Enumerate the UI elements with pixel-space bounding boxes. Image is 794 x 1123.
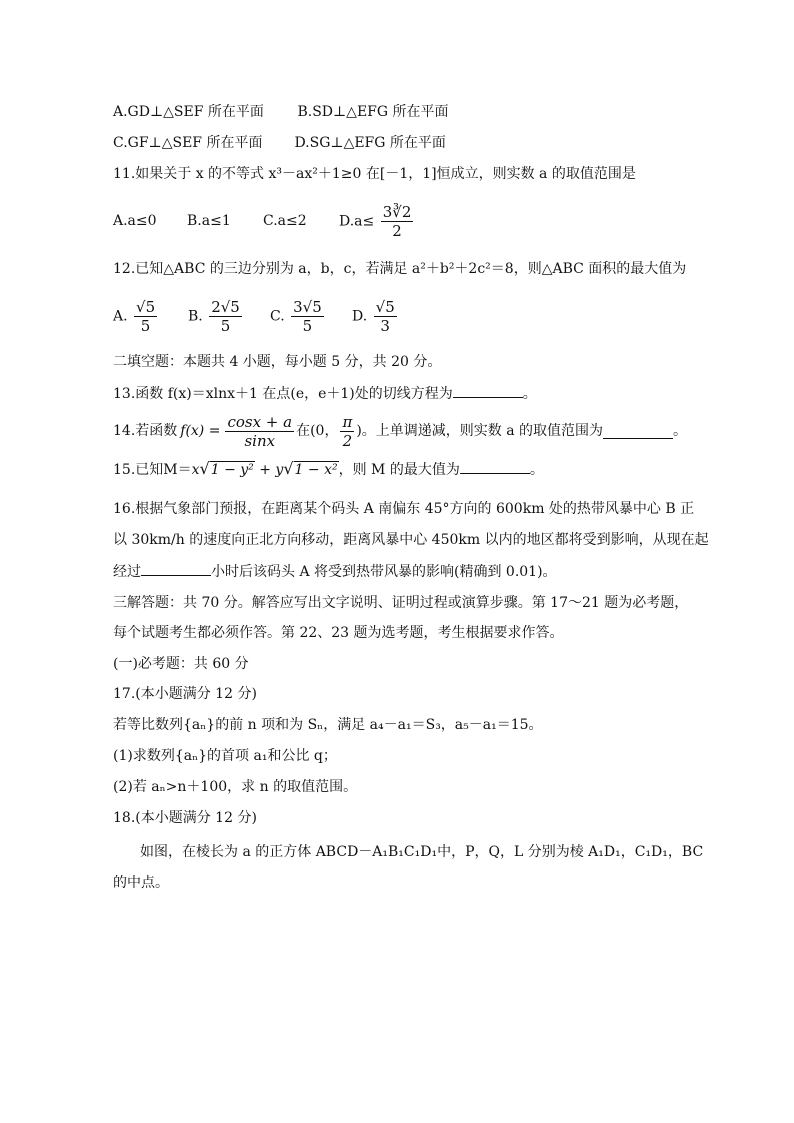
q16-line-3 (113, 561, 557, 582)
q13 (113, 383, 537, 404)
q11-options (113, 198, 415, 244)
q15-x: x (191, 462, 200, 478)
q12-option-c (270, 298, 352, 335)
q12-option-a-numerator: √5 (136, 297, 156, 316)
q12-option-b-label: B. (188, 308, 203, 324)
q12-option-d-denominator: 3 (380, 316, 390, 335)
q12-option-a-label: A. (113, 308, 128, 324)
section-3-line-2: 每个试题考生都必须作答。第 22、23 题为选考题，考生根据要求作答。 (113, 625, 564, 641)
q11-option-c: C.a≤2 (263, 213, 307, 229)
q13-answer-blank (453, 383, 523, 398)
q10-option-c: C.GF⊥△SEF 所在平面 (113, 135, 263, 151)
q18-title: 18.(本小题满分 12 分) (113, 810, 257, 826)
q14-end: 。 (673, 423, 688, 439)
q12-stem: 12.已知△ABC 的三边分别为 a，b，c，若满足 a²＋b²＋2c²＝8，则△ABC 面积的最大值为 (113, 261, 687, 277)
q14-prefix: 14.若函数 (113, 423, 178, 439)
sqrt-icon: √ (199, 459, 210, 478)
q15-radicand-2: 1 − x² (294, 462, 338, 478)
q17-part-1: (1)求数列{aₙ}的首项 a₁和公比 q； (113, 748, 337, 764)
q14-interval-fraction (340, 413, 354, 450)
q17-stem: 若等比数列{aₙ}的前 n 项和为 Sₙ，满足 a₄－a₁＝S₃，a₅－a₁＝15。 (113, 717, 543, 733)
q14-fx: f(x) = (180, 423, 221, 439)
q12-option-b (188, 298, 270, 335)
q12-option-d-numerator: √5 (375, 297, 395, 316)
q12-option-a (113, 298, 188, 335)
q14-denominator: sinx (244, 431, 276, 450)
section-3-line-1: 三解答题：共 70 分。解答应写出文字说明、证明过程或演算步骤。第 17～21 题为必考题， (113, 595, 689, 611)
q12-option-d (352, 298, 399, 335)
q16-line-2: 以 30km/h 的速度向正北方向移动，距离风暴中心 450km 以内的地区都将受到影响，从现在起 (113, 532, 709, 548)
q12-option-d-label: D. (352, 308, 368, 324)
q14-fraction (225, 413, 294, 450)
q12-option-b-denominator: 5 (220, 316, 231, 335)
q15-plus-y: + y (254, 462, 284, 478)
q15-answer-blank (460, 459, 530, 474)
q11-option-b: B.a≤1 (187, 213, 231, 229)
q11-option-d-fraction (381, 203, 414, 240)
q14-pi: π (342, 412, 353, 431)
section-2-heading: 二填空题：本题共 4 小题，每小题 5 分，共 20 分。 (113, 354, 442, 370)
q12-option-c-numerator: 3√5 (293, 297, 322, 316)
q14-mid: 在(0， (296, 423, 339, 439)
q18-line-2: 的中点。 (113, 875, 169, 891)
q16-line-3-suffix: 小时后该码头 A 将受到热带风暴的影响(精确到 0.01)。 (211, 564, 557, 580)
q11-option-d-denominator: 2 (392, 221, 402, 240)
q14-suffix: )。上单调递减，则实数 a 的取值范围为 (356, 423, 604, 439)
q11-option-d-prefix: D.a≤ (339, 213, 375, 229)
q15-end: 。 (529, 462, 544, 478)
q13-end: 。 (522, 386, 537, 402)
q16-answer-blank (141, 561, 211, 576)
q12-option-a-fraction (134, 298, 157, 335)
q13-text: 13.函数 f(x)＝xlnx＋1 在点(e，e＋1)处的切线方程为 (113, 386, 453, 402)
q11-option-d (339, 203, 415, 240)
q17-part-2: (2)若 aₙ>n＋100，求 n 的取值范围。 (113, 779, 358, 795)
required-questions-heading: (一)必考题：共 60 分 (113, 656, 249, 672)
q14 (113, 408, 687, 454)
q15 (113, 459, 544, 480)
q12-option-d-fraction (374, 298, 397, 335)
q17-title: 17.(本小题满分 12 分) (113, 686, 257, 702)
q14-answer-blank (603, 424, 673, 439)
q15-radicand-1: 1 − y² (210, 462, 254, 478)
q10-options-row2 (113, 133, 446, 153)
q10-option-a: A.GD⊥△SEF 所在平面 (113, 104, 264, 120)
q12-option-a-denominator: 5 (140, 316, 151, 335)
q12-option-c-fraction (291, 298, 324, 335)
q11-stem: 11.如果关于 x 的不等式 x³－ax²＋1≥0 在[－1，1]恒成立，则实数 a 的取值范围是 (113, 166, 636, 182)
sqrt-icon: √ (283, 459, 294, 478)
q10-option-b: B.SD⊥△EFG 所在平面 (297, 104, 449, 120)
q11-option-a: A.a≤0 (113, 213, 157, 229)
q18-line-1: 如图，在棱长为 a 的正方体 ABCD－A₁B₁C₁D₁中，P，Q，L 分别为棱 A₁D₁，C₁D₁，BC (140, 844, 704, 860)
q15-suffix: ，则 M 的最大值为 (338, 462, 460, 478)
q11-option-d-numerator: 3∛2 (382, 202, 412, 221)
q12-option-b-fraction (209, 298, 242, 335)
q16-line-1: 16.根据气象部门预报，在距离某个码头 A 南偏东 45°方向的 600km 处的热带风暴中心 B 正 (113, 501, 695, 517)
q12-option-b-numerator: 2√5 (211, 297, 240, 316)
q10-option-d: D.SG⊥△EFG 所在平面 (294, 135, 446, 151)
q14-two: 2 (342, 431, 353, 450)
q15-prefix: 15.已知M＝ (113, 462, 192, 478)
q16-line-3-prefix: 经过 (113, 564, 141, 580)
q10-options-row1 (113, 102, 449, 122)
q12-option-c-denominator: 5 (302, 316, 313, 335)
q12-options (113, 293, 399, 339)
q14-numerator: cosx + a (227, 412, 293, 431)
q12-option-c-label: C. (270, 308, 285, 324)
